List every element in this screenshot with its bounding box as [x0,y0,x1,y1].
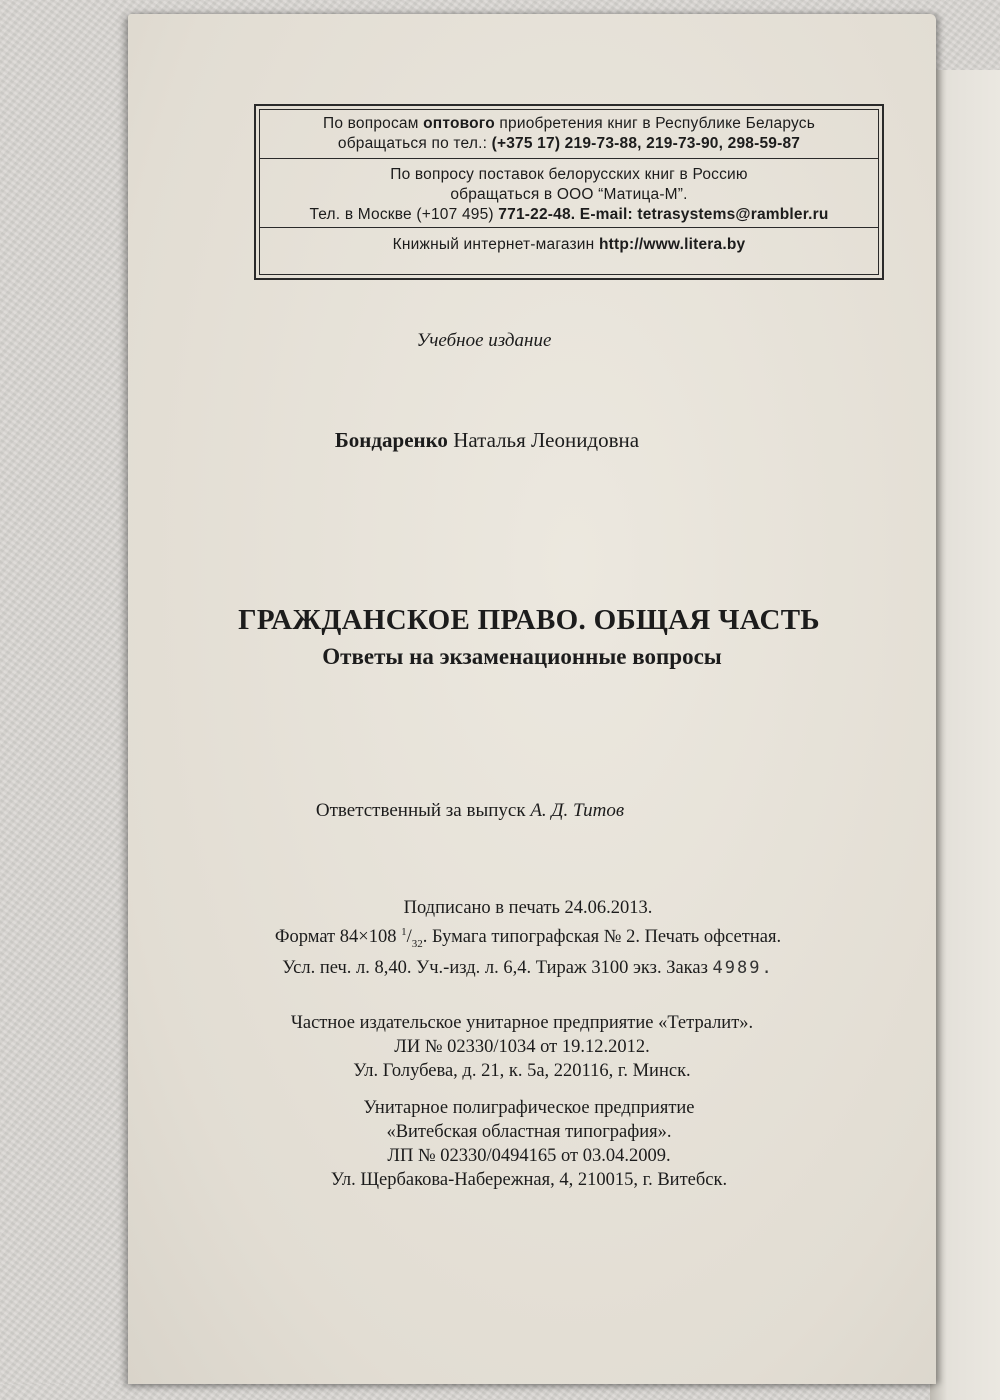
printer-line-4: Ул. Щербакова-Набережная, 4, 210015, г. Витебск. [330,1170,728,1190]
printer-line-1: Унитарное полиграфическое предприятие [363,1098,695,1118]
publisher-line-1: Частное издательское унитарное предприятие «Тетралит». [290,1013,754,1033]
print-info [124,896,932,980]
russia-line-3: Тел. в Москве (+107 495) 771-22-48. E-mail: tetrasystems@rambler.ru [309,206,829,223]
order-number: 4989. [712,957,774,978]
printer-line-2: «Витебская областная типография». [386,1122,672,1142]
publisher-info [118,1011,926,1083]
edition-type: Учебное издание [416,330,552,351]
book-page [128,14,936,1384]
responsible-editor: Ответственный за выпуск А. Д. Титов [315,800,625,821]
author-name: Бондаренко Наталья Леонидовна [334,428,640,452]
online-shop: Книжный интернет-магазин http://www.litera.by [392,236,746,253]
publisher-line-3: Ул. Голубева, д. 21, к. 5а, 220116, г. Минск. [353,1061,691,1081]
book-title: ГРАЖДАНСКОЕ ПРАВО. ОБЩАЯ ЧАСТЬ [238,604,820,636]
contact-box [254,104,884,280]
next-page-edge [930,70,1000,1400]
russia-line-2: обращаться в ООО “Матица-М”. [450,186,688,203]
russia-line-1: По вопросу поставок белорусских книг в Россию [390,166,748,183]
wholesale-line-1: По вопросам оптового приобретения книг в Республике Беларусь [323,115,815,132]
russia-supply-contacts [260,159,878,228]
contact-box-inner [259,109,879,275]
format-line: Формат 84×108 $^1/_{32}$. Бумага типографская № 2. Печать офсетная. [274,926,782,950]
printer-info [125,1096,933,1192]
signed-date: Подписано в печать 24.06.2013. [403,898,653,918]
printer-line-3: ЛП № 02330/0494165 от 03.04.2009. [387,1146,671,1166]
book-subtitle: Ответы на экзаменационные вопросы [322,644,722,669]
wholesale-contacts [260,110,878,159]
specs-line: Усл. печ. л. 8,40. Уч.-изд. л. 6,4. Тираж 3100 экз. Заказ 4989. [282,957,774,978]
wholesale-line-2: обращаться по тел.: (+375 17) 219-73-88, 219-73-90, 298-59-87 [337,135,801,152]
publisher-line-2: ЛИ № 02330/1034 от 19.12.2012. [394,1037,650,1057]
shop-url: http://www.litera.by [598,236,746,253]
